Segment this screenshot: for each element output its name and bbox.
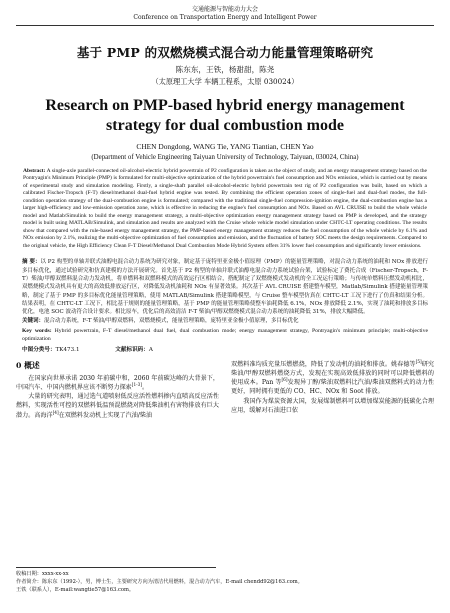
body-text: 大量的研究表明，通过选气道喷射低反应活性燃料掺内直喷高反应活性燃料，实现活性可控的双燃料低温预混燃烧对降低柴油机有害物排放有巨大潜力。高海洋 xyxy=(16,393,219,419)
doc-value: A xyxy=(148,346,153,353)
keywords-en-label: Key words: xyxy=(22,328,52,335)
keywords-cn-text: 混合动力系统，F-T 柴油/甲醇双燃料，双燃烧模式，能量管理策略，庞特里亚金极小值原理，多目标优化 xyxy=(44,317,299,324)
citation: [1-3] xyxy=(131,382,142,388)
footnote-rule xyxy=(16,567,216,568)
body-text: 发现异丁醇/柴油双燃料比汽油/柴油双燃料式的动力性更好，同时拥有更低的 CO、HC、NOx 和 Soot 排放。 xyxy=(231,379,434,396)
abstract-cn-text: 以 P2 构型的单轴并联式油醇电混合动力系统为研究对象，制定基于庞特里亚金极小值原理（PMP）的能量管理策略，对混合动力系统的油耗和 NOx 排放进行多目标优化，通过试验研究和仿真建模的方法开展研究。首先基于 P2 构型的单轴并联式油醇电混合动力系统试验台架，试验标定了费托合成（Fischer-Tropsch，F-T）柴油/甲醇双燃料混合动力发动机，将单燃料和双燃料模式的高效运行区相结合，搭配制定了双燃烧模式发动机的全工况运行策略；与传统单燃料压燃发动机相比，双燃烧模式发动机具有更大的高效低排放运行区，对降低发动机油耗和 NOx 有显著效果。其次基于 AVL CRUISE 搭建整车模型，Matlab/Simulink 搭建能量管理策略，制定了基于 PMP 的多目标优化能量管理策略，使用 MATLAB/Simulink 搭建策略模型，与 Cruise 整车模型仿真在 CHTC-LT 工况下进行了仿真和结果分析。结果表明，在 CHTC-LT 工况下，相比基于规则的能量管理策略，基于 PMP 的能量管理策略使整车油耗降低 6.1%，NOx 排放降低 2.1%，实现了油耗和排放多目标优化，电池 SOC 波动符合设计要求。相比原车，优化后的高效清洁 F-T 柴油/甲醇双燃烧模式混合动力系统的油耗降低 31%，排放大幅降低。 xyxy=(22,259,428,316)
body-paragraph xyxy=(231,360,434,397)
body-text: 在双燃料发动机上实现了汽油/柴油 xyxy=(58,411,153,419)
keywords-cn xyxy=(16,317,434,325)
body-text: 研究柴油/甲醇双燃料燃烧方式，发现在实现高效低排放的同时可以降低燃料的使用成本。Pan 等 xyxy=(231,360,435,387)
affiliation-en: (Department of Vehicle Engineering Taiyuan University of Technology, Taiyuan, 030024, China) xyxy=(91,153,359,161)
corresponding-author: 王铁（联系人），E-mail:wangtie57@163.com。 xyxy=(16,587,135,594)
body-text: 双燃料准均质充量压燃燃烧，降低了发动机的油耗和排放。姚春德等 xyxy=(231,360,416,368)
received-date: 收稿日期：xxxx-xx-xx xyxy=(16,571,69,577)
body-paragraph xyxy=(16,374,219,393)
body-column-left xyxy=(16,360,219,420)
doc-code xyxy=(115,347,153,353)
keywords-cn-label: 关键词： xyxy=(22,317,45,324)
journal-header xyxy=(16,6,434,26)
body-text: 。 xyxy=(141,383,149,391)
doc-label: 文献标识码： xyxy=(115,346,149,353)
clc-value: TK473.1 xyxy=(55,346,80,353)
footnote xyxy=(16,567,434,594)
author-bio: 作者简介：陈东东（1992-），男，博士生，主要研究方向为清洁代用燃料，混合动力汽车，E-mail chendd92@163.com。 xyxy=(16,579,303,586)
body-text: 在国家向世界承诺 2030 年前碳中和，2060 年前碳达峰的大背景下，中国汽车、中国内燃机界应该不断努力探索 xyxy=(16,374,219,391)
body-column-right xyxy=(231,360,434,420)
abstract-en-text: A single-axle parallel-connected oil-alcohol-electric hybrid powertrain of P2 configuration is taken as the object of study, and an energy management strategy based on the Pontryagin's Minimum Principle (PMP) is formulated for multi-objective optimization of the hybrid powertrain's fuel consumption and NOx emission, which is carried out by means of experimental study and simulation modeling. Firstly, a single-shaft parallel oil-alcohol-electric hybrid powertrain test rig of P2 configuration was built, based on which a calibrated Fischer-Tropsch (F-T) diesel/methanol dual-fuel hybrid engine was tested. By combining the efficient operation zones of single-fuel and dual-fuel modes, the full-condition operation strategy of the dual-combustion engine is formulated; compared with the traditional single-fuel compression-ignition engine, the dual-combustion engine has a larger high-efficiency and low-emission operation zone, which is effective in reducing the engine's fuel consumption and NOx. Based on AVL CRUISE to build the whole vehicle model and Matlab/Simulink to build the energy management strategy, a multi-objective optimization energy management strategy based on PMP is developed, and the strategy model is built using MATLAB/Simulink, and simulation and results are analyzed with the Cruise whole vehicle model simulation under CHTC-LT operating conditions. The results show that compared with the rule-based energy management strategy, the PMP-based energy management strategy reduces the fuel consumption of the whole vehicle by 6.1% and NOx emission by 2.1%, realizing the multi-objective optimization of fuel consumption and emission, and the fluctuation of battery SOC meets the design requirements. Compared to the original vehicle, the High Efficiency Clean F-T Diesel/Methanol Dual Combustion Mode Hybrid System offers 31% lower fuel consumption and significantly lower emissions. xyxy=(23,167,427,249)
paper-title-cn: 基于 PMP 的双燃烧模式混合动力能量管理策略研究 xyxy=(76,45,374,60)
section-title: 0 概述 xyxy=(16,360,40,370)
abstract-cn-label: 摘 要： xyxy=(22,259,41,266)
paper-title-en: Research on PMP-based hybrid energy management strategy for dual combustion mode xyxy=(45,97,405,135)
abstract-en-label: Abstract: xyxy=(23,167,46,174)
journal-name-en: Conference on Transportation Energy and Intelligent Power xyxy=(133,13,317,21)
abstract-cn xyxy=(16,258,434,317)
body-paragraph: 我国作为煤炭资源大国，发展煤制燃料可以增加煤炭能源的低碳化合理应用，缓解对石油进口依 xyxy=(231,397,434,414)
keywords-en-text: Hybrid powertrain, F-T diesel/methanol dual fuel, dual combustion mode; energy management strategy, Pontryagin's minimum principle; multi-objective optimization xyxy=(22,328,428,343)
keywords-en xyxy=(16,327,434,344)
authors-cn: 陈东东，王铁，杨甜甜，陈尧 xyxy=(175,65,275,74)
classification-line xyxy=(16,345,434,353)
abstract-en xyxy=(16,168,434,250)
header-rule xyxy=(16,25,434,26)
body-columns xyxy=(16,360,434,420)
citation: [4] xyxy=(52,410,59,416)
clc-label: 中图分类号： xyxy=(22,346,56,353)
journal-name-cn: 交通能源与智能动力大会 xyxy=(191,6,258,13)
citation: [5] xyxy=(415,359,422,365)
body-paragraph xyxy=(16,392,219,420)
clc-code xyxy=(22,347,80,353)
authors-en: CHEN Dongdong, WANG Tie, YANG Tiantian, CHEN Yao xyxy=(136,141,314,151)
affiliation-cn: （太原理工大学 车辆工程系，太原 030024） xyxy=(151,77,299,86)
citation: [6] xyxy=(281,378,288,384)
